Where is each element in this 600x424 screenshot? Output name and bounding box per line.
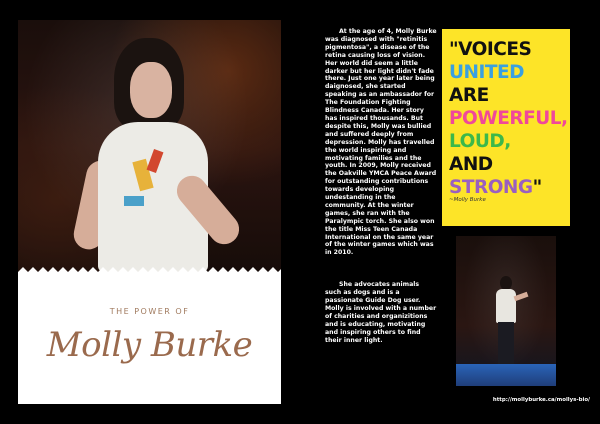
quote-line: ARE [449,85,489,106]
photo-figure-head [500,276,512,290]
photo-figure-body [496,289,516,323]
quote-attribution: ~Molly Burke [449,197,486,203]
quote-word: STRONG [449,177,533,198]
stage-floor [456,364,556,386]
article-paragraph: She advocates animals such as dogs and is a passionate Guide Dog user. Molly is involved with a number of charities and organizitions and is educating, motivating and inspiring others to find their inner light. [325,281,437,344]
shirt-art [124,196,144,206]
zigzag-edge [18,267,281,277]
quote-line: "VOICES [449,39,532,60]
quote-line: UNITED [449,62,525,83]
quote-line: POWERFUL, [449,108,568,129]
quote-box [442,29,570,226]
photo-face [130,62,172,118]
page-title: Molly Burke [46,325,253,365]
quote-line-last [449,176,564,199]
quote-line: LOUD, [449,131,511,152]
main-photo-molly-speaking [18,20,281,275]
title-card [18,275,281,404]
article-paragraph: At the age of 4, Molly Burke was diagnosed with "retinitis pigmentosa", a disease of the retina causing loss of vision. Her world did seem a little darker but her light didn't fade there. Just one year later being daignosed, she started speaking as an ambassador for The Foundation Fighting Blindness Canada. Her story has inspired thousands. But despite this, Molly was bullied and suffered deeply from depression. Molly has travelled the world inspiring and motivating families and the youth. In 2009, Molly received the Oakville YMCA Peace Award for outstanding contributions towards developing undestanding in the community. At the winter games, she ran with the Paralympic torch. She also won the title Miss Teen Canada International on the same year of the winter games which was in 2010. [325,28,437,257]
quote-line: AND [449,154,493,175]
photo-figure-legs [498,322,514,364]
article-body [325,28,437,345]
stage-photo [456,236,556,386]
source-link[interactable]: http://mollyburke.ca/mollys-bio/ [492,397,590,403]
quote-close-mark: " [532,177,542,198]
title-kicker: THE POWER OF [109,307,190,316]
